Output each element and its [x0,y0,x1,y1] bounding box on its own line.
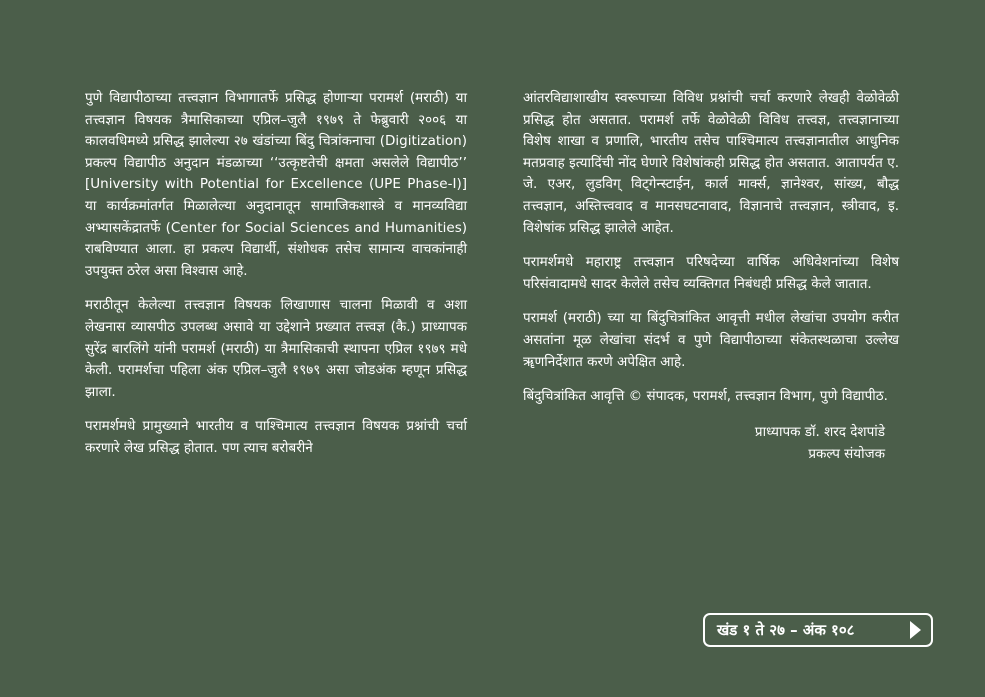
intro-paragraph: पुणे विद्यापीठाच्या तत्त्वज्ञान विभागातर्फे प्रसिद्ध होणाऱ्या परामर्श (मराठी) या तत्त्वज्ञान विषयक त्रैमासिकाच्या एप्रिल–जुलै १९७९ ते फेब्रुवारी २००६ या कालवधिमध्ये प्रसिद्ध झालेल्या २७ खंडांच्या बिंदु चित्रांकनाचा (Digitization) प्रकल्प विद्यापीठ अनुदान मंडळाच्या ‘‘उत्कृष्टतेची क्षमता असलेले विद्यापीठ’’ [University with Potential for Excellence (UPE Phase-I)] या कार्यक्रमांतर्गत मिळालेल्या अनुदानातून सामाजिकशास्त्रे व मानव्यविद्या अभ्यासकेंद्रातर्फे (Center for Social Sciences and Humanities) राबविण्यात आला. हा प्रकल्प विद्यार्थी, संशोधक तसेच सामान्य वाचकांनाही उपयुक्त ठरेल असा विश्वास आहे. [85,90,467,279]
volume-range-button[interactable] [703,613,933,647]
right-column [523,88,899,465]
volume-range-label: खंड १ ते २७ – अंक १०८ [717,621,855,639]
signature-block [523,421,899,465]
signature-name: प्राध्यापक डॉ. शरद देशपांडे [754,423,885,440]
arrow-right-icon [910,621,921,639]
copyright-paragraph: बिंदुचित्रांकित आवृत्ति © संपादक, परामर्श, तत्त्वज्ञान विभाग, पुणे विद्यापीठ. [523,388,888,405]
special-issues-paragraph: आंतरविद्याशाखीय स्वरूपाच्या विविध प्रश्नांची चर्चा करणारे लेखही वेळोवेळी प्रसिद्ध होत असतात. परामर्श तर्फे वेळोवेळी विविध तत्त्वज्ञ, तत्त्वज्ञानाच्या विशेष शाखा व प्रणालि, भारतीय तसेच पाश्चिमात्य तत्त्वज्ञानातील आधुनिक मतप्रवाह इत्यादिंची नोंद घेणारे विशेषांकही प्रसिद्ध होत असतात. आतापर्यत ए. जे. एअर, लुडविग् विट्गेन्स्टाईन, कार्ल मार्क्स, ज्ञानेश्वर, सांख्य, बौद्ध तत्त्वज्ञान, अस्तित्त्ववाद व मानसघटनावाद, विज्ञानाचे तत्त्वज्ञान, स्त्रीवाद, इ. विशेषांक प्रसिद्ध झालेले आहेत. [523,90,899,236]
citation-paragraph: परामर्श (मराठी) च्या या बिंदुचित्रांकित आवृत्ती मधील लेखांचा उपयोग करीत असतांना मूळ लेखांचा संदर्भ व पुणे विद्यापीठाच्या संकेतस्थळाचा उल्लेख ॠणनिर्देशात करणे अपेक्षित आहे. [523,310,899,370]
founding-paragraph: मराठीतून केलेल्या तत्त्वज्ञान विषयक लिखाणास चालना मिळावी व अशा लेखनास व्यासपीठ उपलब्ध असावे या उद्देशाने प्रख्यात तत्त्वज्ञ (कै.) प्राध्यापक सुरेंद्र बारलिंगे यांनी परामर्श (मराठी) या त्रैमासिकाची स्थापना एप्रिल १९७९ मधे केली. परामर्शचा पहिला अंक एप्रिल–जुलै १९७९ असा जोडअंक म्हणून प्रसिद्ध झाला. [85,297,467,400]
conference-paragraph: परामर्शमधे महाराष्ट्र तत्त्वज्ञान परिषदेच्या वार्षिक अधिवेशनांच्या विशेष परिसंवादामधे सादर केलेले तसेच व्यक्तिगत निबंधही प्रसिद्ध केले जातात. [523,254,899,292]
topics-paragraph: परामर्शमधे प्रामुख्याने भारतीय व पाश्चिमात्य तत्त्वज्ञान विषयक प्रश्नांची चर्चा करणारे लेख प्रसिद्ध होतात. पण त्याच बरोबरीने [85,418,467,456]
signature-role: प्रकल्प संयोजक [808,445,885,462]
left-column [85,88,467,473]
